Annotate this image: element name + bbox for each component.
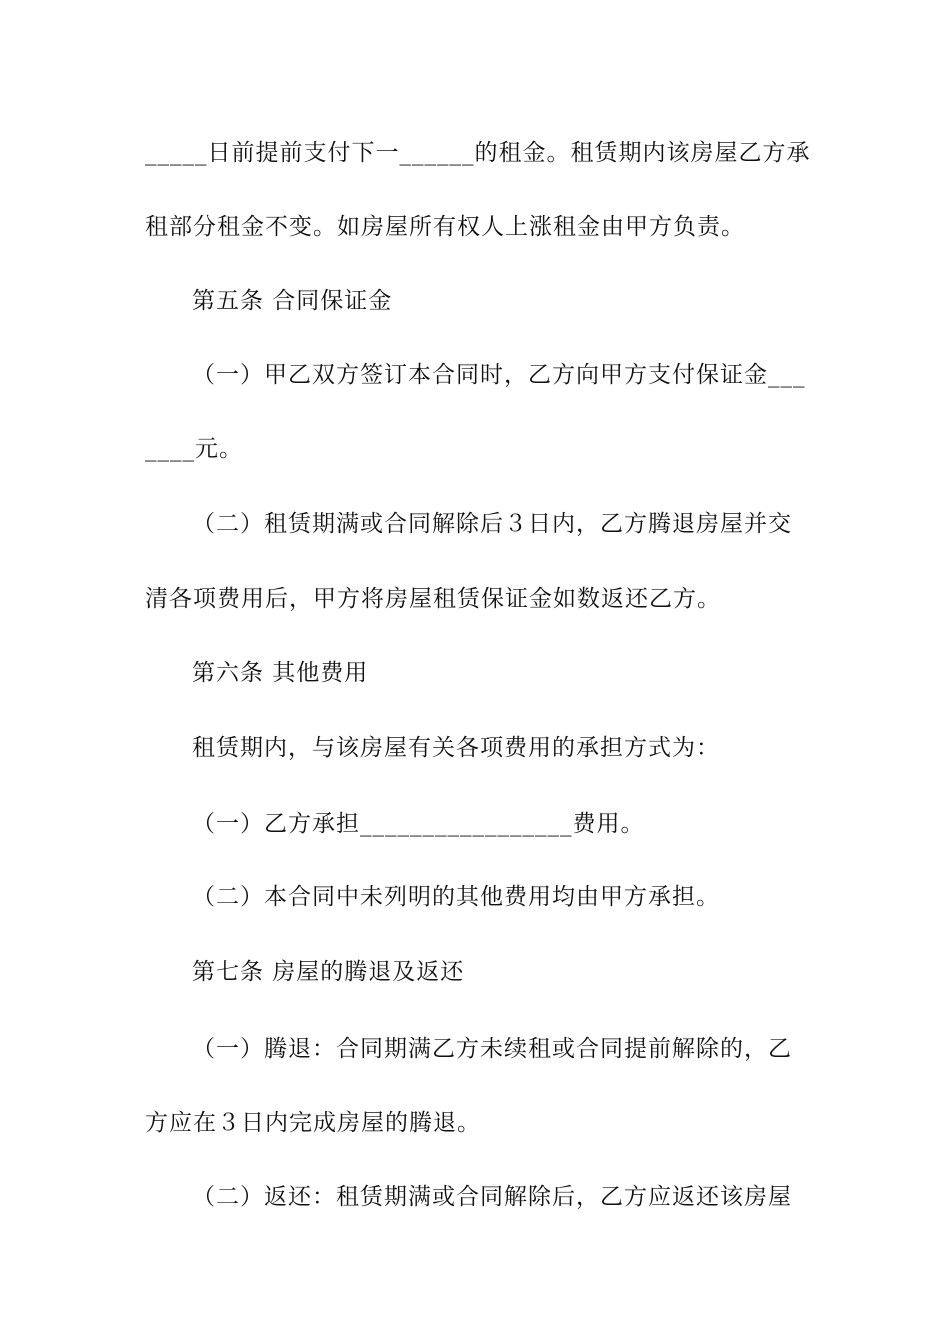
section-heading: 第五条 合同保证金 bbox=[192, 288, 393, 314]
paragraph-line: ____元。 bbox=[145, 436, 243, 462]
paragraph-line: 租赁期内，与该房屋有关各项费用的承担方式为： bbox=[192, 735, 720, 761]
paragraph-line: （二）本合同中未列明的其他费用均由甲方承担。 bbox=[192, 884, 720, 910]
paragraph-line: 租部分租金不变。如房屋所有权人上涨租金由甲方负责。 bbox=[145, 214, 745, 240]
paragraph-line: （一）甲乙双方签订本合同时，乙方向甲方支付保证金___ bbox=[192, 362, 806, 388]
paragraph-line: 方应在３日内完成房屋的腾退。 bbox=[145, 1110, 481, 1136]
paragraph-line: _____日前提前支付下一______的租金。租赁期内该房屋乙方承 bbox=[145, 140, 811, 166]
paragraph-line: （一）乙方承担_________________费用。 bbox=[192, 811, 645, 837]
paragraph-line: （一）腾退：合同期满乙方未续租或合同提前解除的，乙 bbox=[192, 1036, 792, 1062]
paragraph-line: 清各项费用后，甲方将房屋租赁保证金如数返还乙方。 bbox=[145, 586, 721, 612]
paragraph-line: （二）租赁期满或合同解除后３日内，乙方腾退房屋并交 bbox=[192, 511, 792, 537]
section-heading: 第七条 房屋的腾退及返还 bbox=[192, 959, 465, 985]
paragraph-line: （二）返还：租赁期满或合同解除后，乙方应返还该房屋 bbox=[192, 1184, 792, 1210]
section-heading: 第六条 其他费用 bbox=[192, 660, 369, 686]
